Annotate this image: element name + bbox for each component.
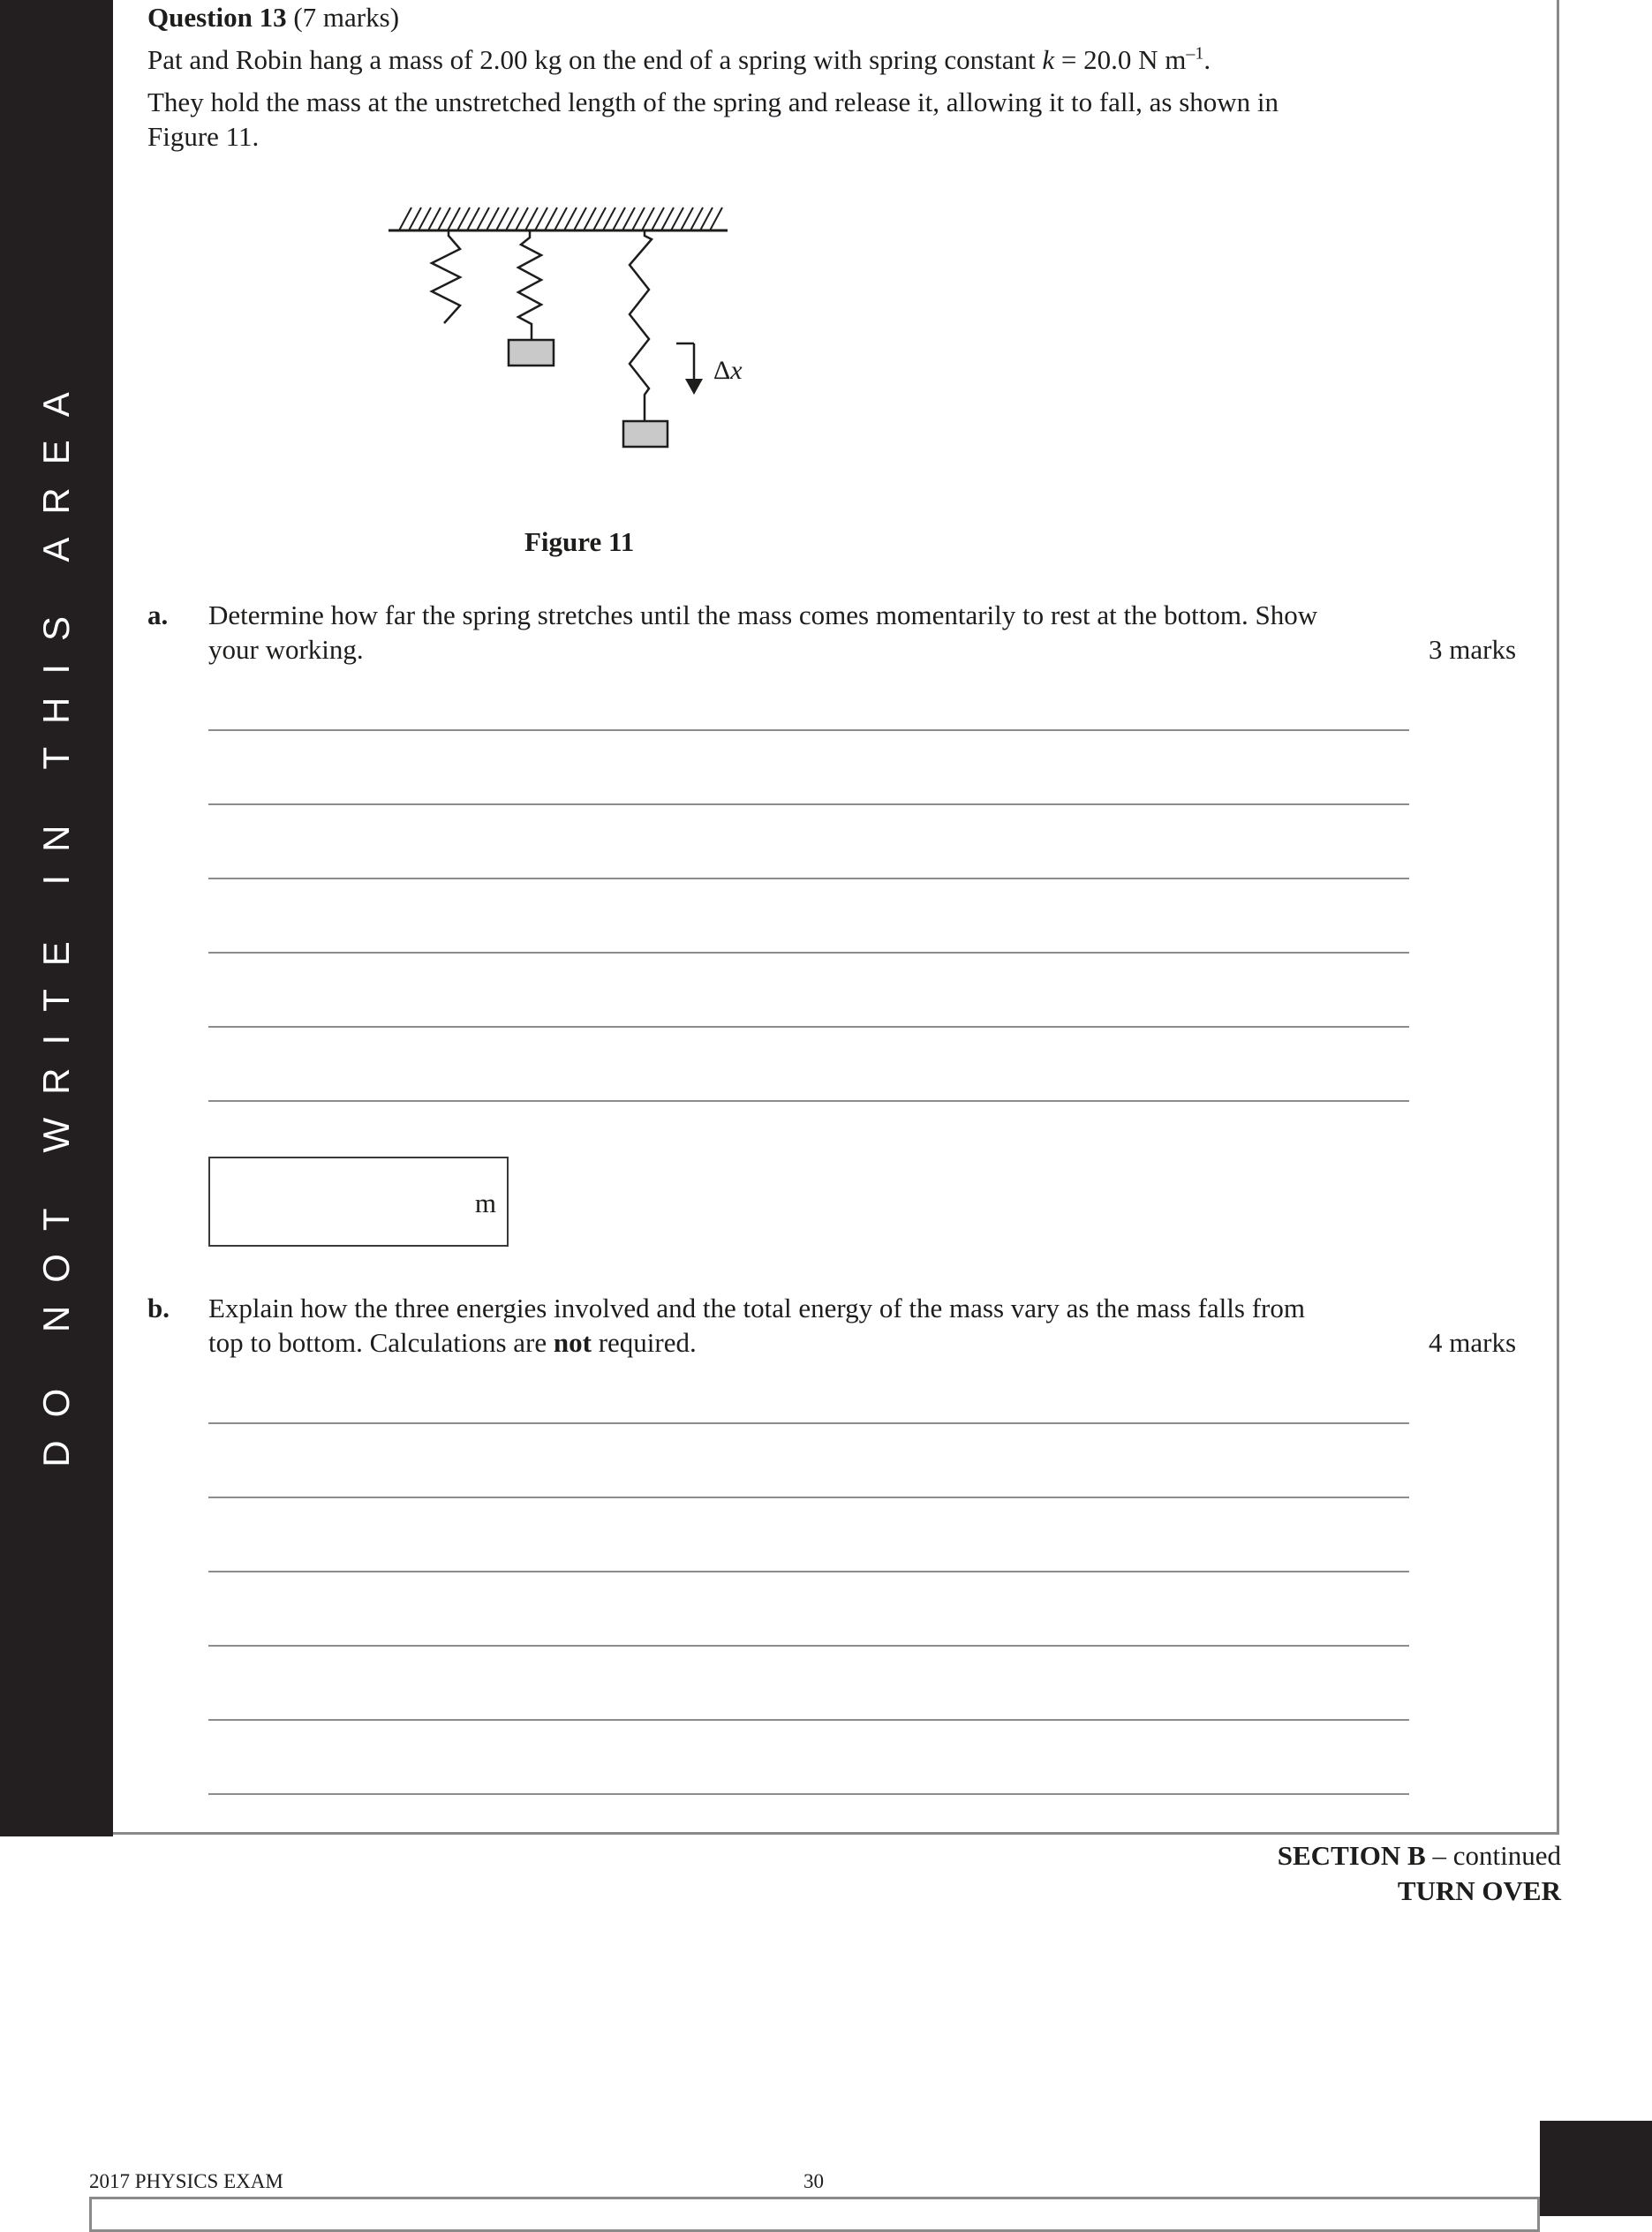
part-b-answer-line-4[interactable] — [208, 1645, 1409, 1647]
ceiling-hatching — [399, 207, 722, 230]
part-a-label: a. — [147, 599, 169, 630]
answer-area-frame — [113, 0, 1559, 1835]
displacement-arrow — [676, 343, 703, 395]
part-b-marks: 4 marks — [1429, 1327, 1517, 1358]
ceiling — [388, 207, 728, 230]
part-a-answer-line-3[interactable] — [208, 878, 1409, 879]
question-heading — [147, 0, 399, 34]
spring-figure — [380, 199, 759, 455]
part-b-answer-line-1[interactable] — [208, 1422, 1409, 1424]
part-a-text-line2: your working. — [208, 634, 364, 665]
page-number: 30 — [803, 2170, 824, 2192]
part-a-answer-line-5[interactable] — [208, 1026, 1409, 1028]
part-b-answer-line-5[interactable] — [208, 1719, 1409, 1721]
question-intro-line3: Figure 11. — [147, 121, 260, 152]
continued-text: – continued — [1425, 1840, 1561, 1871]
question-intro-line1 — [147, 42, 1211, 77]
spring-with-mass — [518, 230, 541, 340]
corner-block — [1540, 2121, 1652, 2216]
part-b-answer-line-3[interactable] — [208, 1571, 1409, 1572]
part-a-answer-line-6[interactable] — [208, 1100, 1409, 1102]
figure-caption: Figure 11 — [524, 526, 635, 557]
part-a-answer-line-1[interactable] — [208, 729, 1409, 731]
spring-stretched — [630, 230, 652, 421]
intro-value: = 20.0 N m — [1054, 44, 1187, 75]
part-a-marks: 3 marks — [1429, 634, 1517, 665]
delta-x-label: Δx — [713, 356, 743, 385]
part-a-text-line1: Determine how far the spring stretches until the mass comes momentarily to rest at the bottom. Show — [208, 599, 1318, 630]
section-continued — [1278, 1838, 1561, 1873]
mass-block-stretched — [623, 421, 668, 447]
part-a-answer-box[interactable] — [208, 1157, 509, 1247]
question-number: Question 13 — [147, 2, 287, 33]
part-b-text-line2 — [208, 1325, 697, 1360]
question-intro-line2: They hold the mass at the unstretched length of the spring and release it, allowing it to fall, as shown in — [147, 87, 1279, 117]
answer-unit: m — [474, 1188, 496, 1218]
bottom-frame — [89, 2197, 1540, 2232]
part-b-text: top to bottom. Calculations are — [208, 1327, 554, 1358]
part-b-text-end: required. — [591, 1327, 697, 1358]
intro-text: Pat and Robin hang a mass of 2.00 kg on the end of a spring with spring constant — [147, 44, 1043, 75]
part-b-answer-line-2[interactable] — [208, 1497, 1409, 1498]
part-a-answer-line-2[interactable] — [208, 803, 1409, 805]
question-marks: (7 marks) — [293, 2, 400, 33]
part-a-answer-line-4[interactable] — [208, 952, 1409, 954]
spring-unloaded — [432, 230, 460, 323]
part-b-text-line1: Explain how the three energies involved and the total energy of the mass vary as the mass falls from — [208, 1293, 1305, 1323]
mass-block-rest — [509, 340, 554, 366]
margin-warning-text: DO NOT WRITE IN THIS AREA — [35, 369, 77, 1467]
turn-over: TURN OVER — [1397, 1875, 1561, 1906]
intro-k-symbol: k — [1042, 44, 1055, 75]
intro-period: . — [1203, 44, 1211, 75]
part-b-label: b. — [147, 1293, 170, 1323]
section-name: SECTION B — [1277, 1840, 1426, 1871]
part-b-emphasis: not — [553, 1327, 592, 1358]
intro-exponent: –1 — [1186, 43, 1204, 64]
footer-exam-title: 2017 PHYSICS EXAM — [89, 2170, 283, 2192]
part-b-answer-line-6[interactable] — [208, 1793, 1409, 1795]
